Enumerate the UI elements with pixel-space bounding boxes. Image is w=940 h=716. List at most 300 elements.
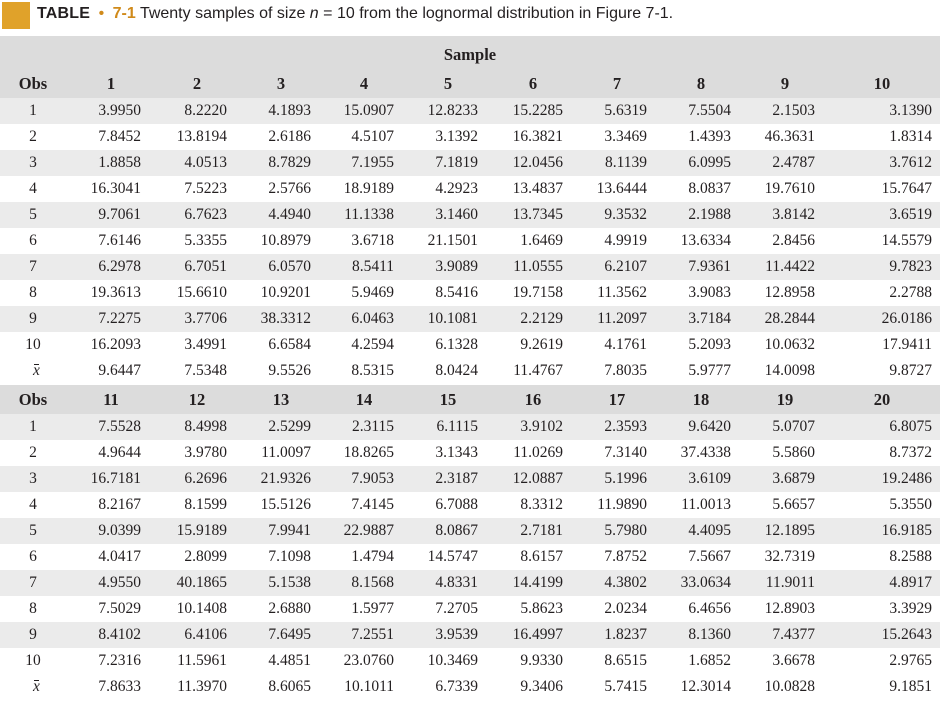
value-cell: 32.7319 (764, 548, 815, 565)
caption-title-start: Twenty samples of size (139, 5, 306, 22)
obs-cell: 4 (29, 496, 37, 513)
value-cell: 13.7345 (512, 206, 563, 223)
mean-value-cell: 7.8633 (98, 678, 141, 695)
caption-text (37, 5, 673, 23)
value-cell: 21.1501 (427, 232, 478, 249)
value-cell: 7.8452 (98, 128, 141, 145)
value-cell: 8.6515 (604, 652, 647, 669)
value-cell: 1.8314 (889, 128, 932, 145)
value-cell: 8.7829 (268, 154, 311, 171)
value-cell: 2.9765 (889, 652, 932, 669)
value-cell: 17.9411 (882, 336, 932, 353)
obs-cell: 8 (29, 284, 37, 301)
mean-value-cell: 14.0098 (764, 362, 815, 379)
value-cell: 3.6718 (351, 232, 394, 249)
mean-value-cell: 9.8727 (889, 362, 932, 379)
value-cell: 16.7181 (90, 470, 141, 487)
value-cell: 6.1328 (435, 336, 478, 353)
obs-cell: 5 (29, 522, 37, 539)
value-cell: 3.6879 (772, 470, 815, 487)
value-cell: 8.2588 (889, 548, 932, 565)
value-cell: 16.4997 (512, 626, 563, 643)
value-cell: 10.3469 (427, 652, 478, 669)
value-cell: 7.2705 (435, 600, 478, 617)
mean-value-cell: 8.6065 (268, 678, 311, 695)
table-row (0, 98, 940, 124)
value-cell: 4.2594 (351, 336, 394, 353)
value-cell: 2.5766 (268, 180, 311, 197)
value-cell: 8.7372 (889, 444, 932, 461)
value-cell: 2.3593 (604, 418, 647, 435)
obs-cell: 6 (29, 548, 37, 565)
value-cell: 1.4393 (688, 128, 731, 145)
value-cell: 15.6610 (176, 284, 227, 301)
mean-value-cell: 7.5348 (184, 362, 227, 379)
value-cell: 2.3115 (351, 418, 394, 435)
value-cell: 14.5579 (881, 232, 932, 249)
value-cell: 4.5107 (351, 128, 394, 145)
table-row (0, 544, 940, 570)
value-cell: 7.9361 (688, 258, 731, 275)
value-cell: 21.9326 (260, 470, 311, 487)
obs-cell: 3 (29, 470, 37, 487)
value-cell: 12.8903 (764, 600, 815, 617)
mean-row (0, 358, 940, 384)
obs-cell: 3 (29, 154, 37, 171)
table-row (0, 150, 940, 176)
value-cell: 15.7647 (881, 180, 932, 197)
value-cell: 4.4851 (268, 652, 311, 669)
value-cell: 7.8752 (604, 548, 647, 565)
mean-value-cell: 6.7339 (435, 678, 478, 695)
value-cell: 7.2275 (98, 310, 141, 327)
sample-column-header: 19 (776, 390, 794, 409)
table-row (0, 596, 940, 622)
value-cell: 6.0995 (688, 154, 731, 171)
value-cell: 4.1761 (604, 336, 647, 353)
value-cell: 7.1955 (351, 154, 394, 171)
mean-value-cell: 9.6447 (98, 362, 141, 379)
value-cell: 6.2978 (98, 258, 141, 275)
obs-cell: 10 (25, 336, 41, 353)
sample-column-header: 14 (355, 390, 373, 409)
value-cell: 16.3041 (90, 180, 141, 197)
table-row (0, 414, 940, 440)
value-cell: 13.6334 (680, 232, 731, 249)
value-cell: 11.0269 (513, 444, 563, 461)
data-table (0, 36, 940, 700)
value-cell: 12.8233 (427, 102, 478, 119)
value-cell: 19.7158 (512, 284, 563, 301)
value-cell: 8.0837 (688, 180, 731, 197)
value-cell: 13.8194 (176, 128, 227, 145)
value-cell: 8.1568 (351, 574, 394, 591)
value-cell: 3.1392 (435, 128, 478, 145)
table-row (0, 202, 940, 228)
value-cell: 10.0632 (764, 336, 815, 353)
mean-row (0, 674, 940, 700)
obs-cell: 4 (29, 180, 37, 197)
obs-cell: 1 (29, 102, 37, 119)
value-cell: 3.7706 (184, 310, 227, 327)
value-cell: 8.2220 (184, 102, 227, 119)
obs-cell: 5 (29, 206, 37, 223)
value-cell: 11.5961 (177, 652, 227, 669)
value-cell: 11.3562 (597, 284, 647, 301)
value-cell: 19.2486 (881, 470, 932, 487)
sample-column-header: 2 (192, 74, 202, 93)
value-cell: 14.4199 (512, 574, 563, 591)
table-row (0, 306, 940, 332)
value-cell: 5.6319 (604, 102, 647, 119)
value-cell: 7.2316 (98, 652, 141, 669)
sample-column-header: 13 (272, 390, 290, 409)
value-cell: 7.1819 (435, 154, 478, 171)
caption-n-symbol: n (309, 5, 319, 22)
value-cell: 18.8265 (343, 444, 394, 461)
value-cell: 11.0097 (261, 444, 311, 461)
table-row (0, 648, 940, 674)
value-cell: 5.1538 (268, 574, 311, 591)
sample-column-header: 17 (608, 390, 626, 409)
table-row (0, 176, 940, 202)
value-cell: 3.6678 (772, 652, 815, 669)
table-row (0, 280, 940, 306)
value-cell: 7.9053 (351, 470, 394, 487)
value-cell: 6.0463 (351, 310, 394, 327)
value-cell: 23.0760 (343, 652, 394, 669)
value-cell: 7.5029 (98, 600, 141, 617)
table-caption (0, 0, 940, 33)
value-cell: 2.7181 (520, 522, 563, 539)
sample-header-row (0, 36, 940, 69)
value-cell: 9.7823 (889, 258, 932, 275)
sample-column-header: 8 (696, 74, 706, 93)
sample-column-header: 4 (359, 74, 369, 93)
value-cell: 8.2167 (98, 496, 141, 513)
value-cell: 3.3469 (604, 128, 647, 145)
caption-number: 7-1 (112, 5, 136, 22)
mean-value-cell: 9.3406 (520, 678, 563, 695)
value-cell: 5.5860 (772, 444, 815, 461)
value-cell: 9.7061 (98, 206, 141, 223)
value-cell: 3.4991 (184, 336, 227, 353)
value-cell: 6.7088 (435, 496, 478, 513)
column-header-row (0, 69, 940, 98)
value-cell: 3.6519 (889, 206, 932, 223)
value-cell: 10.8979 (260, 232, 311, 249)
value-cell: 4.2923 (435, 180, 478, 197)
table-row (0, 622, 940, 648)
sample-column-header: 11 (103, 390, 119, 409)
value-cell: 6.1115 (436, 418, 478, 435)
value-cell: 3.1460 (435, 206, 478, 223)
value-cell: 8.1360 (688, 626, 731, 643)
value-cell: 2.8099 (184, 548, 227, 565)
xbar-symbol: x (33, 358, 40, 384)
value-cell: 7.3140 (604, 444, 647, 461)
sample-column-header: 9 (780, 74, 790, 93)
value-cell: 7.4145 (351, 496, 394, 513)
value-cell: 2.5299 (268, 418, 311, 435)
table-row (0, 124, 940, 150)
value-cell: 4.8917 (889, 574, 932, 591)
value-cell: 16.9185 (881, 522, 932, 539)
value-cell: 22.9887 (343, 522, 394, 539)
value-cell: 5.1996 (604, 470, 647, 487)
value-cell: 4.8331 (435, 574, 478, 591)
value-cell: 3.1343 (435, 444, 478, 461)
column-header-row (0, 385, 940, 414)
value-cell: 9.3532 (604, 206, 647, 223)
value-cell: 11.2097 (597, 310, 647, 327)
value-cell: 3.9083 (688, 284, 731, 301)
value-cell: 14.5747 (427, 548, 478, 565)
value-cell: 12.1895 (764, 522, 815, 539)
value-cell: 15.0907 (343, 102, 394, 119)
value-cell: 8.4102 (98, 626, 141, 643)
value-cell: 3.9950 (98, 102, 141, 119)
value-cell: 7.4377 (772, 626, 815, 643)
value-cell: 26.0186 (881, 310, 932, 327)
value-cell: 3.9089 (435, 258, 478, 275)
value-cell: 4.0417 (98, 548, 141, 565)
value-cell: 5.0707 (772, 418, 815, 435)
value-cell: 3.7612 (889, 154, 932, 171)
value-cell: 11.4422 (765, 258, 815, 275)
value-cell: 13.4837 (512, 180, 563, 197)
value-cell: 2.2129 (520, 310, 563, 327)
mean-value-cell: 8.0424 (435, 362, 478, 379)
value-cell: 3.9780 (184, 444, 227, 461)
value-cell: 4.9550 (98, 574, 141, 591)
value-cell: 3.3929 (889, 600, 932, 617)
sample-column-header: 16 (524, 390, 542, 409)
obs-cell: 8 (29, 600, 37, 617)
value-cell: 10.1408 (176, 600, 227, 617)
value-cell: 8.3312 (520, 496, 563, 513)
mean-value-cell: 11.3970 (177, 678, 227, 695)
value-cell: 2.0234 (604, 600, 647, 617)
value-cell: 5.6657 (772, 496, 815, 513)
value-cell: 11.9011 (765, 574, 815, 591)
mean-value-cell: 5.9777 (688, 362, 731, 379)
table-row (0, 440, 940, 466)
sample-column-header: 3 (276, 74, 286, 93)
value-cell: 3.9539 (435, 626, 478, 643)
value-cell: 2.6186 (268, 128, 311, 145)
sample-column-header: 18 (692, 390, 710, 409)
mean-value-cell: 11.4767 (513, 362, 563, 379)
value-cell: 5.8623 (520, 600, 563, 617)
value-cell: 7.5223 (184, 180, 227, 197)
table-row (0, 492, 940, 518)
value-cell: 12.0456 (512, 154, 563, 171)
value-cell: 19.7610 (764, 180, 815, 197)
value-cell: 12.0887 (512, 470, 563, 487)
value-cell: 28.2844 (764, 310, 815, 327)
value-cell: 5.7980 (604, 522, 647, 539)
value-cell: 4.0513 (184, 154, 227, 171)
value-cell: 6.7623 (184, 206, 227, 223)
value-cell: 7.5528 (98, 418, 141, 435)
sample-column-header: 12 (188, 390, 206, 409)
mean-value-cell: 9.1851 (889, 678, 932, 695)
caption-label: TABLE (37, 5, 91, 22)
sample-header: Sample (443, 45, 497, 64)
value-cell: 1.5977 (351, 600, 394, 617)
sample-column-header: 15 (439, 390, 457, 409)
value-cell: 3.1390 (889, 102, 932, 119)
value-cell: 11.1338 (344, 206, 394, 223)
value-cell: 5.9469 (351, 284, 394, 301)
obs-cell: 9 (29, 310, 37, 327)
obs-cell: 1 (29, 418, 37, 435)
mean-value-cell: 7.8035 (604, 362, 647, 379)
value-cell: 11.9890 (597, 496, 647, 513)
table-row (0, 254, 940, 280)
value-cell: 46.3631 (764, 128, 815, 145)
value-cell: 9.2619 (520, 336, 563, 353)
value-cell: 7.5667 (688, 548, 731, 565)
mean-value-cell: 10.0828 (764, 678, 815, 695)
obs-cell: 7 (29, 574, 37, 591)
value-cell: 1.8237 (604, 626, 647, 643)
value-cell: 1.4794 (351, 548, 394, 565)
value-cell: 16.2093 (90, 336, 141, 353)
sample-column-header: 20 (873, 390, 891, 409)
value-cell: 8.1599 (184, 496, 227, 513)
value-cell: 9.0399 (98, 522, 141, 539)
value-cell: 8.0867 (435, 522, 478, 539)
value-cell: 3.6109 (688, 470, 731, 487)
table-row (0, 228, 940, 254)
table-row (0, 518, 940, 544)
obs-cell: 2 (29, 128, 37, 145)
mean-value-cell: 9.5526 (268, 362, 311, 379)
value-cell: 8.5416 (435, 284, 478, 301)
value-cell: 6.2696 (184, 470, 227, 487)
value-cell: 4.9644 (98, 444, 141, 461)
value-cell: 5.3355 (184, 232, 227, 249)
value-cell: 6.7051 (184, 258, 227, 275)
caption-title-end: = 10 from the lognormal distribution in Figure 7-1. (323, 5, 674, 22)
obs-cell: 2 (29, 444, 37, 461)
value-cell: 16.3821 (512, 128, 563, 145)
value-cell: 19.3613 (90, 284, 141, 301)
value-cell: 6.0570 (268, 258, 311, 275)
value-cell: 2.1503 (772, 102, 815, 119)
value-cell: 6.8075 (889, 418, 932, 435)
value-cell: 4.9919 (604, 232, 647, 249)
value-cell: 7.6146 (98, 232, 141, 249)
mean-value-cell: 8.5315 (351, 362, 394, 379)
value-cell: 4.3802 (604, 574, 647, 591)
obs-cell: 10 (25, 652, 41, 669)
value-cell: 3.9102 (520, 418, 563, 435)
value-cell: 15.5126 (260, 496, 311, 513)
obs-cell: 6 (29, 232, 37, 249)
value-cell: 7.9941 (268, 522, 311, 539)
value-cell: 2.6880 (268, 600, 311, 617)
sample-column-header: 10 (873, 74, 891, 93)
value-cell: 9.6420 (688, 418, 731, 435)
value-cell: 11.0555 (513, 258, 563, 275)
value-cell: 2.3187 (435, 470, 478, 487)
sample-column-header: 5 (443, 74, 453, 93)
table-row (0, 332, 940, 358)
value-cell: 3.7184 (688, 310, 731, 327)
value-cell: 5.3550 (889, 496, 932, 513)
value-cell: 4.4095 (688, 522, 731, 539)
value-cell: 12.8958 (764, 284, 815, 301)
value-cell: 37.4338 (680, 444, 731, 461)
value-cell: 7.1098 (268, 548, 311, 565)
mean-value-cell: 12.3014 (680, 678, 731, 695)
sample-column-header: 7 (612, 74, 622, 93)
sample-column-header: 6 (528, 74, 538, 93)
value-cell: 6.4656 (688, 600, 731, 617)
value-cell: 8.4998 (184, 418, 227, 435)
value-cell: 4.4940 (268, 206, 311, 223)
value-cell: 10.9201 (260, 284, 311, 301)
sample-column-header: 1 (106, 74, 116, 93)
value-cell: 2.2788 (889, 284, 932, 301)
obs-header: Obs (18, 390, 48, 409)
value-cell: 2.1988 (688, 206, 731, 223)
value-cell: 3.8142 (772, 206, 815, 223)
value-cell: 18.9189 (343, 180, 394, 197)
caption-square-icon (2, 2, 30, 29)
value-cell: 40.1865 (176, 574, 227, 591)
mean-value-cell: 5.7415 (604, 678, 647, 695)
value-cell: 38.3312 (260, 310, 311, 327)
value-cell: 11.0013 (681, 496, 731, 513)
value-cell: 4.1893 (268, 102, 311, 119)
value-cell: 8.1139 (604, 154, 647, 171)
value-cell: 7.5504 (688, 102, 731, 119)
value-cell: 15.2643 (881, 626, 932, 643)
value-cell: 1.6469 (520, 232, 563, 249)
caption-bullet: • (98, 5, 105, 22)
value-cell: 6.4106 (184, 626, 227, 643)
value-cell: 15.9189 (176, 522, 227, 539)
value-cell: 15.2285 (512, 102, 563, 119)
mean-value-cell: 10.1011 (344, 678, 394, 695)
value-cell: 2.8456 (772, 232, 815, 249)
value-cell: 1.8858 (98, 154, 141, 171)
value-cell: 7.6495 (268, 626, 311, 643)
value-cell: 7.2551 (351, 626, 394, 643)
value-cell: 33.0634 (680, 574, 731, 591)
obs-cell: 7 (29, 258, 37, 275)
table-row (0, 466, 940, 492)
value-cell: 13.6444 (596, 180, 647, 197)
obs-cell: 9 (29, 626, 37, 643)
value-cell: 6.6584 (268, 336, 311, 353)
value-cell: 2.4787 (772, 154, 815, 171)
value-cell: 6.2107 (604, 258, 647, 275)
obs-header: Obs (18, 74, 48, 93)
value-cell: 5.2093 (688, 336, 731, 353)
value-cell: 1.6852 (688, 652, 731, 669)
value-cell: 8.5411 (351, 258, 394, 275)
table-row (0, 570, 940, 596)
value-cell: 9.9330 (520, 652, 563, 669)
value-cell: 8.6157 (520, 548, 563, 565)
xbar-symbol: x (33, 674, 40, 700)
value-cell: 10.1081 (427, 310, 478, 327)
